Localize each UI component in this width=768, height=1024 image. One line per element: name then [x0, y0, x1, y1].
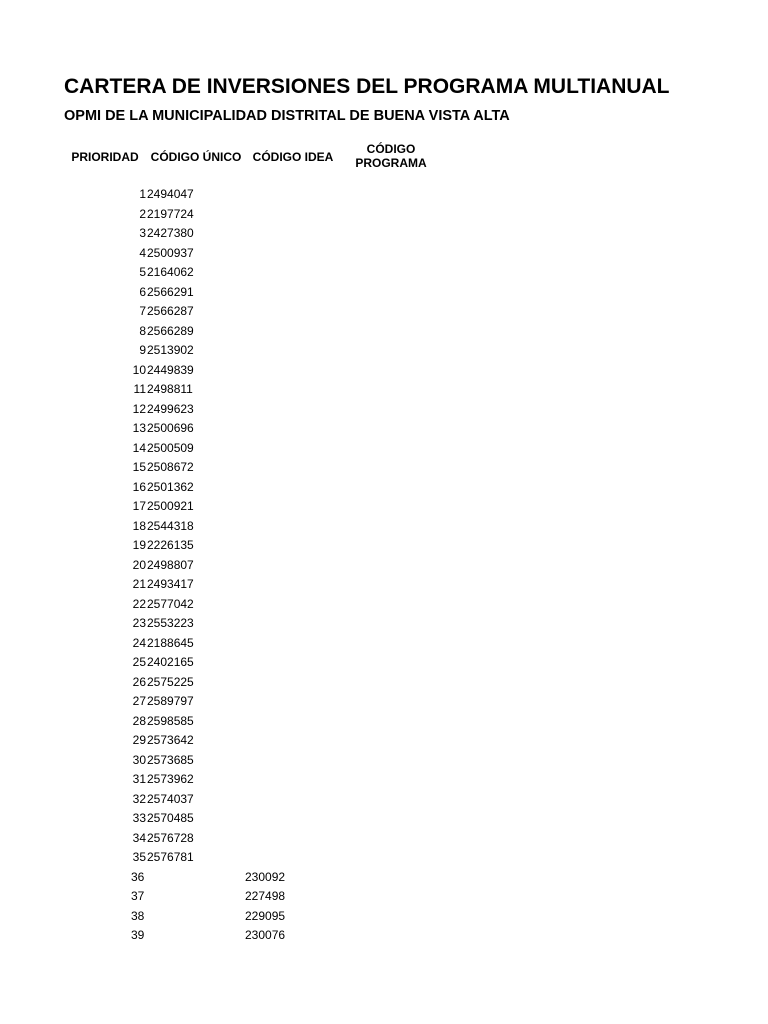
- cell-codigo-unico: 2500509: [147, 440, 194, 455]
- table-row: [0, 653, 768, 673]
- cell-prioridad: 37: [131, 889, 145, 903]
- cell-prioridad: 15: [132, 460, 146, 474]
- subtitle-container: [64, 104, 510, 130]
- cell-codigo-unico: 2494047: [147, 187, 194, 201]
- cell-prioridad: 17: [132, 499, 146, 513]
- cell-prioridad: 26: [132, 674, 146, 689]
- cell-codigo-unico: 2575225: [147, 674, 194, 689]
- cell-codigo-unico: 2573642: [147, 733, 194, 747]
- cell-prioridad: 8: [139, 323, 146, 338]
- cell-codigo-unico: 2566289: [147, 323, 194, 338]
- cell-prioridad: 36: [131, 869, 145, 884]
- table-row: [0, 887, 768, 907]
- table-row: [0, 341, 768, 361]
- cell-prioridad: 14: [132, 440, 146, 455]
- cell-prioridad: 7: [139, 304, 146, 318]
- table-row: [0, 536, 768, 556]
- cell-codigo-unico: 2499623: [147, 401, 194, 416]
- header-codigo-unico: CÓDIGO ÚNICO: [150, 150, 242, 164]
- cell-prioridad: 11: [133, 382, 146, 396]
- cell-codigo-unico: 2589797: [147, 694, 194, 708]
- cell-prioridad: 16: [132, 479, 146, 494]
- header-codigo-programa: CÓDIGO PROGRAMA: [355, 142, 427, 170]
- table-row: [0, 926, 768, 946]
- table-row: [0, 478, 768, 498]
- table-row: [0, 497, 768, 517]
- cell-prioridad: 24: [132, 635, 146, 650]
- cell-prioridad: 5: [139, 265, 146, 279]
- cell-codigo-unico: 2188645: [147, 635, 194, 650]
- cell-prioridad: 20: [132, 557, 146, 572]
- cell-prioridad: 29: [132, 733, 146, 747]
- cell-codigo-unico: 2402165: [147, 655, 194, 669]
- cell-codigo-unico: 2576781: [147, 850, 194, 864]
- table-row: [0, 692, 768, 712]
- cell-codigo-unico: 2500696: [147, 421, 194, 435]
- table-row: [0, 614, 768, 634]
- cell-codigo-idea: 227498: [245, 889, 286, 903]
- cell-codigo-unico: 2498811: [147, 382, 193, 396]
- cell-codigo-unico: 2500937: [147, 245, 194, 260]
- cell-codigo-unico: 2427380: [147, 226, 194, 240]
- table-row: [0, 185, 768, 205]
- table-row: [0, 517, 768, 537]
- cell-codigo-unico: 2566287: [147, 304, 194, 318]
- table-row: [0, 731, 768, 751]
- header-codigo-idea: CÓDIGO IDEA: [252, 150, 334, 164]
- cell-codigo-unico: 2493417: [147, 577, 194, 591]
- table-row: [0, 848, 768, 868]
- cell-codigo-unico: 2553223: [147, 616, 194, 630]
- cell-codigo-unico: 2500921: [147, 499, 194, 513]
- table-row: [0, 770, 768, 790]
- cell-prioridad: 38: [131, 908, 145, 923]
- table-row: [0, 595, 768, 615]
- table-row: [0, 380, 768, 400]
- cell-codigo-unico: 2598585: [147, 713, 194, 728]
- page-title: CARTERA DE INVERSIONES DEL PROGRAMA MULTIANUAL: [64, 75, 670, 98]
- title-container: [64, 72, 670, 106]
- cell-prioridad: 30: [132, 752, 146, 767]
- cell-codigo-unico: 2574037: [147, 791, 194, 806]
- cell-prioridad: 19: [132, 538, 146, 552]
- cell-prioridad: 9: [139, 343, 146, 357]
- table-row: [0, 634, 768, 654]
- table-row: [0, 907, 768, 927]
- table-row: [0, 809, 768, 829]
- table-row: [0, 419, 768, 439]
- table-row: [0, 673, 768, 693]
- cell-codigo-idea: 230076: [245, 928, 286, 942]
- cell-prioridad: 18: [132, 518, 146, 533]
- cell-prioridad: 31: [132, 772, 146, 786]
- cell-prioridad: 22: [132, 596, 146, 611]
- cell-prioridad: 1: [139, 187, 146, 201]
- cell-prioridad: 4: [139, 245, 146, 260]
- header-prioridad: PRIORIDAD: [71, 150, 139, 164]
- table-row: [0, 322, 768, 342]
- table-row: [0, 283, 768, 303]
- cell-prioridad: 34: [132, 830, 146, 845]
- cell-prioridad: 10: [132, 362, 146, 377]
- cell-codigo-unico: 2226135: [147, 538, 194, 552]
- table-row: [0, 556, 768, 576]
- cell-codigo-unico: 2197724: [147, 206, 194, 221]
- cell-prioridad: 13: [132, 421, 146, 435]
- cell-prioridad: 33: [132, 811, 146, 825]
- table-row: [0, 439, 768, 459]
- cell-codigo-unico: 2508672: [147, 460, 194, 474]
- cell-codigo-unico: 2573962: [147, 772, 194, 786]
- table-row: [0, 829, 768, 849]
- cell-prioridad: 28: [132, 713, 146, 728]
- table-row: [0, 575, 768, 595]
- table-row: [0, 263, 768, 283]
- table-row: [0, 244, 768, 264]
- table-row: [0, 751, 768, 771]
- cell-codigo-unico: 2498807: [147, 557, 194, 572]
- table-row: [0, 302, 768, 322]
- cell-codigo-unico: 2573685: [147, 752, 194, 767]
- table-row: [0, 712, 768, 732]
- cell-codigo-unico: 2501362: [147, 479, 194, 494]
- cell-prioridad: 39: [131, 928, 145, 942]
- cell-codigo-unico: 2577042: [147, 596, 194, 611]
- table-row: [0, 224, 768, 244]
- table-row: [0, 790, 768, 810]
- cell-prioridad: 35: [132, 850, 146, 864]
- table-row: [0, 205, 768, 225]
- cell-prioridad: 6: [139, 284, 146, 299]
- cell-prioridad: 23: [132, 616, 146, 630]
- table-row: [0, 868, 768, 888]
- cell-prioridad: 25: [132, 655, 146, 669]
- cell-codigo-unico: 2566291: [147, 284, 194, 299]
- cell-prioridad: 21: [132, 577, 146, 591]
- cell-prioridad: 2: [139, 206, 146, 221]
- page-subtitle: OPMI DE LA MUNICIPALIDAD DISTRITAL DE BUENA VISTA ALTA: [64, 108, 510, 124]
- cell-codigo-unico: 2449839: [147, 362, 194, 377]
- table-row: [0, 361, 768, 381]
- cell-codigo-idea: 229095: [245, 908, 286, 923]
- cell-codigo-unico: 2570485: [147, 811, 194, 825]
- cell-codigo-unico: 2164062: [147, 265, 194, 279]
- cell-codigo-unico: 2576728: [147, 830, 194, 845]
- data-table: [0, 185, 768, 946]
- cell-codigo-unico: 2544318: [147, 518, 194, 533]
- table-row: [0, 458, 768, 478]
- table-row: [0, 400, 768, 420]
- cell-prioridad: 12: [132, 401, 146, 416]
- cell-codigo-idea: 230092: [245, 869, 286, 884]
- cell-codigo-unico: 2513902: [147, 343, 194, 357]
- cell-prioridad: 32: [132, 791, 146, 806]
- cell-prioridad: 27: [132, 694, 146, 708]
- cell-prioridad: 3: [139, 226, 146, 240]
